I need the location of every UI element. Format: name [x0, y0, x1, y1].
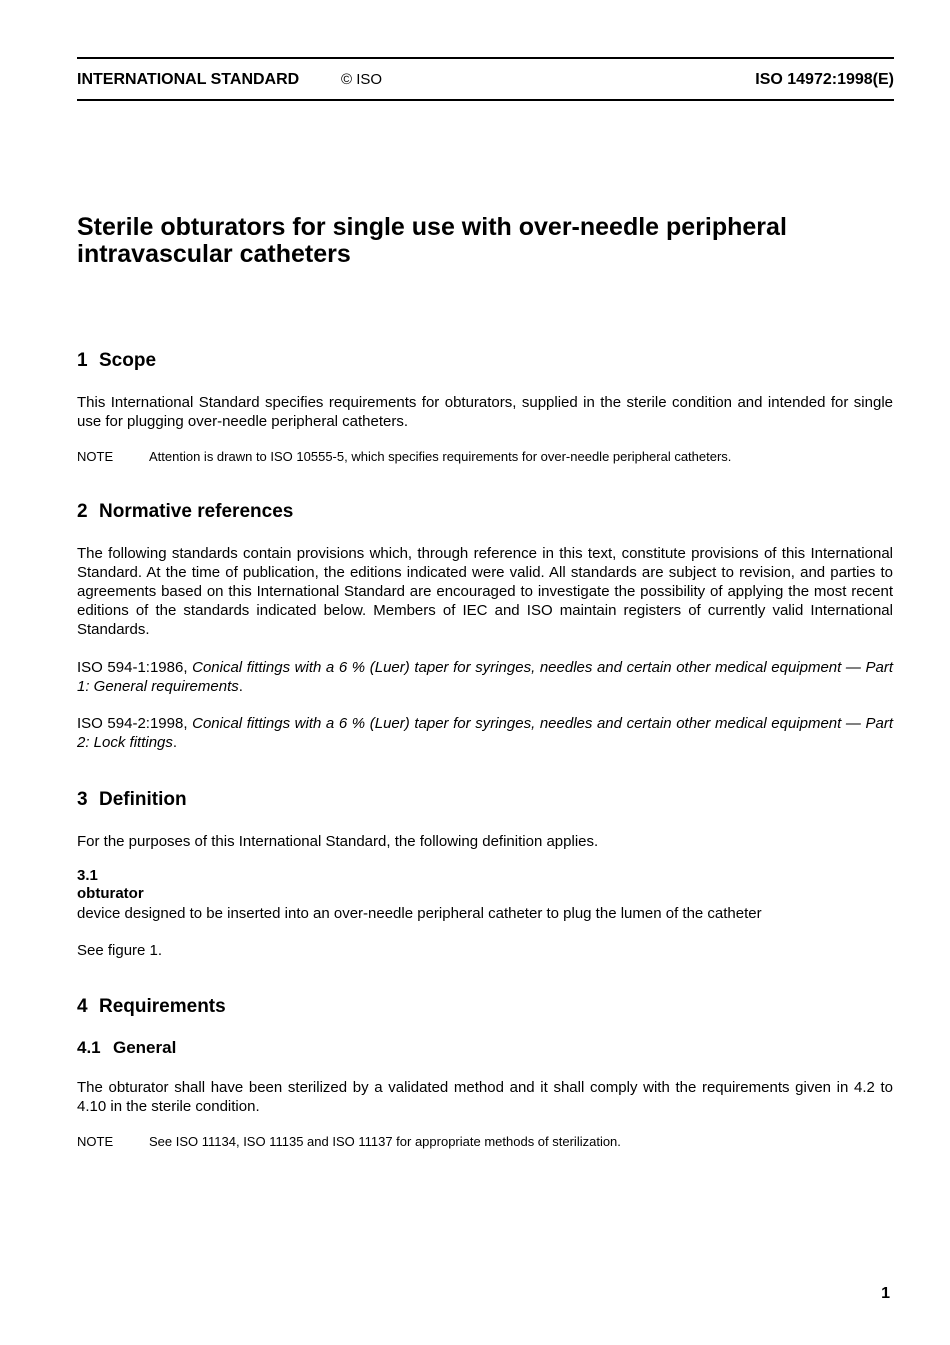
header-document-number: ISO 14972:1998(E): [755, 71, 894, 88]
reference-id: ISO 594-2:1998,: [77, 715, 188, 732]
header-bottom-rule: [77, 99, 894, 101]
section-number: 3: [77, 789, 88, 810]
note-text: See ISO 11134, ISO 11135 and ISO 11137 for appropriate methods of sterilization.: [149, 1134, 621, 1149]
term-definition: device designed to be inserted into an over-needle peripheral catheter to plug the lumen of the catheter: [77, 905, 762, 922]
header-standard-label: INTERNATIONAL STANDARD: [77, 71, 300, 88]
subsection-title: General: [113, 1038, 177, 1057]
general-requirements-paragraph: The obturator shall have been sterilized by a validated method and it shall comply with the requirements given in 4.2 to 4.10 in the sterile condition.: [77, 1079, 893, 1115]
section-2-heading: [77, 501, 293, 523]
reference-id: ISO 594-1:1986,: [77, 659, 188, 676]
reference-end: .: [172, 734, 178, 751]
normative-references-paragraph: The following standards contain provisions which, through reference in this text, constitute provisions of this International Standard. At the time of publication, the editions indicated were valid. All standards are subject to revision, and parties to agreements based on this International Standard are encouraged to investigate the possibility of applying the most recent editions of the standards indicated below. Members of IEC and ISO maintain registers of currently valid International Standards.: [77, 545, 893, 638]
section-title: Definition: [99, 789, 187, 810]
reference-title: Conical fittings with a 6 % (Luer) taper for syringes, needles and certain other medical equipment — Part 2: Lock fittings: [77, 715, 893, 751]
section-1-heading: [77, 350, 156, 372]
section-4-heading: [77, 996, 226, 1018]
term-number: 3.1: [77, 867, 98, 884]
document-title: Sterile obturators for single use with over-needle peripheral intravascular catheters: [77, 213, 787, 268]
section-3-heading: [77, 789, 187, 811]
scope-note: [77, 448, 893, 465]
sterilization-note: [77, 1133, 893, 1150]
section-number: 4: [77, 996, 88, 1017]
section-number: 1: [77, 350, 88, 371]
note-label: NOTE: [77, 1134, 114, 1149]
scope-paragraph: This International Standard specifies requirements for obturators, supplied in the sterile condition and intended for single use for plugging over-needle peripheral catheters.: [77, 394, 893, 430]
section-title: Scope: [99, 350, 157, 371]
reference-iso-594-2: [77, 714, 893, 752]
note-text: Attention is drawn to ISO 10555-5, which specifies requirements for over-needle peripheral catheters.: [149, 449, 732, 464]
section-title: Normative references: [99, 501, 294, 522]
header-copyright: © ISO: [341, 71, 383, 88]
subsection-number: 4.1: [77, 1038, 101, 1057]
reference-iso-594-1: [77, 658, 893, 696]
note-label: NOTE: [77, 449, 114, 464]
figure-reference: See figure 1.: [77, 942, 163, 959]
header-top-rule: [77, 57, 894, 59]
term-name: obturator: [77, 885, 144, 902]
reference-title: Conical fittings with a 6 % (Luer) taper for syringes, needles and certain other medical equipment — Part 1: General requirements: [77, 659, 893, 695]
section-number: 2: [77, 501, 88, 522]
definition-intro: For the purposes of this International Standard, the following definition applies.: [77, 833, 599, 850]
section-title: Requirements: [99, 996, 226, 1017]
page-number: 1: [881, 1285, 890, 1302]
subsection-4-1-heading: [77, 1038, 176, 1058]
reference-end: .: [238, 678, 243, 695]
